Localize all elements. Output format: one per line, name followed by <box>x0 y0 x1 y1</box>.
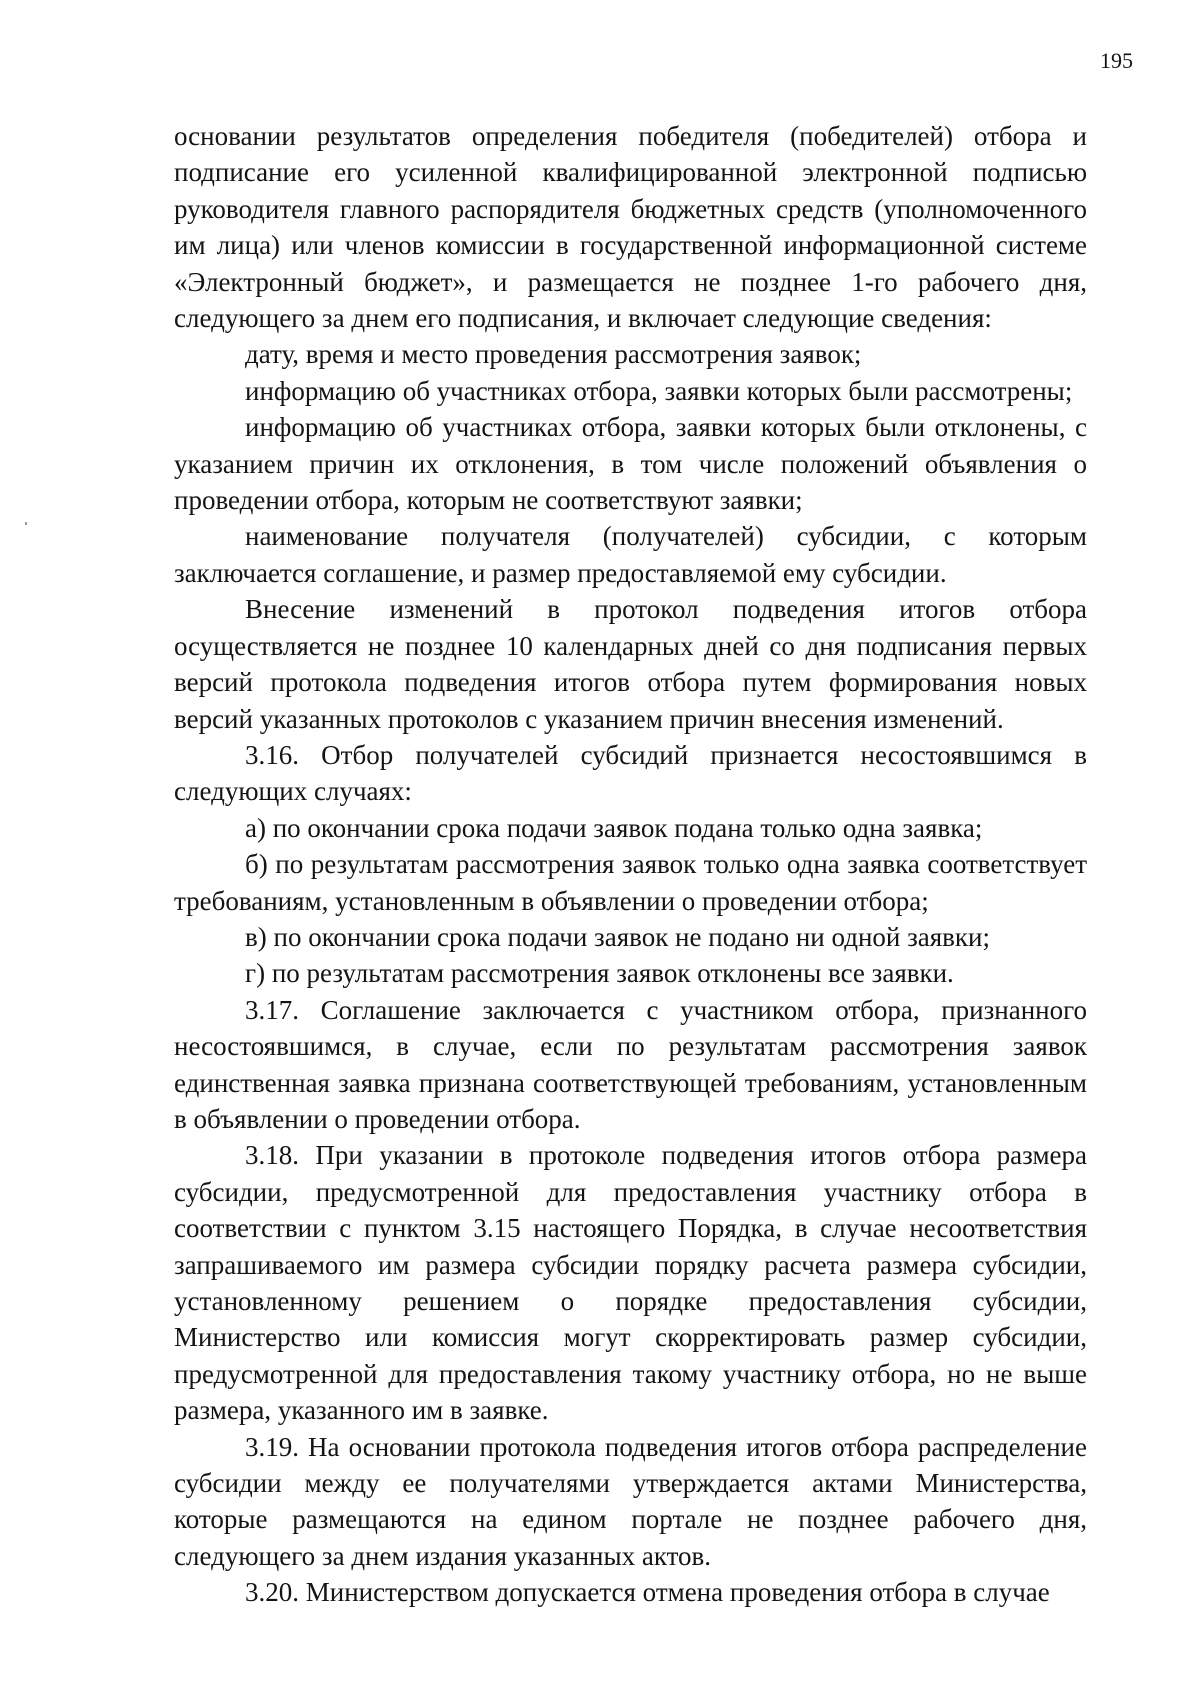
clause-3-19: 3.19. На основании протокола подведения итогов отбора распределение субсидии между ее получателями утверждается актами Министерства, которые размещаются на едином портале не позднее рабочего дня, следующего за днем издания указанных актов. <box>174 1431 1087 1571</box>
clause-3-18: 3.18. При указании в протоколе подведения итогов отбора размера субсидии, предусмотренной для предоставления участнику отбора в соответствии с пунктом 3.15 настоящего Порядка, в случае несоответствия запрашиваемого им размера субсидии порядку расчета размера субсидии, установленному решением о порядке предоставления субсидии, Министерство или комиссия могут скорректировать размер субсидии, предусмотренной для предоставления такому участнику отбора, но не выше размера, указанного им в заявке. <box>174 1140 1087 1426</box>
paragraph-continuation: основании результатов определения победителя (победителей) отбора и подписание его усиленной квалифицированной электронной подписью руководителя главного распорядителя бюджетных средств (уполномоченного им лица) или членов комиссии в государственной информационной системе «Электронный бюджет», и размещается не позднее 1-го рабочего дня, следующего за днем его подписания, и включает следующие сведения: <box>174 121 1087 334</box>
clause-3-16-a: а) по окончании срока подачи заявок подана только одна заявка; <box>245 812 983 843</box>
clause-3-16-b: б) по результатам рассмотрения заявок только одна заявка соответствует требованиям, установленным в объявлении о проведении отбора; <box>174 849 1087 916</box>
clause-3-16-g: г) по результатам рассмотрения заявок отклонены все заявки. <box>245 958 954 989</box>
page-number: 195 <box>1100 48 1133 73</box>
clause-3-20: 3.20. Министерством допускается отмена проведения отбора в случае <box>245 1577 1050 1608</box>
list-item-date-time: дату, время и место проведения рассмотрения заявок; <box>245 339 862 370</box>
list-item-rejected-participants: информацию об участниках отбора, заявки которых были отклонены, с указанием причин их отклонения, в том числе положений объявления о проведении отбора, которым не соответствуют заявки; <box>174 412 1087 516</box>
document-body <box>174 118 1087 1611</box>
list-item-recipient-name: наименование получателя (получателей) субсидии, с которым заключается соглашение, и размер предоставляемой ему субсидии. <box>174 521 1087 588</box>
clause-3-17: 3.17. Соглашение заключается с участником отбора, признанного несостоявшимся, в случае, если по результатам рассмотрения заявок единственная заявка признана соответствующей требованиям, установленным в объявлении о проведении отбора. <box>174 994 1087 1134</box>
scan-artifact <box>25 522 27 525</box>
clause-3-16-v: в) по окончании срока подачи заявок не подано ни одной заявки; <box>245 921 990 952</box>
paragraph-protocol-changes: Внесение изменений в протокол подведения итогов отбора осуществляется не позднее 10 календарных дней со дня подписания первых версий протокола подведения итогов отбора путем формирования новых версий указанных протоколов с указанием причин внесения изменений. <box>174 594 1087 734</box>
list-item-reviewed-participants: информацию об участниках отбора, заявки которых были рассмотрены; <box>245 375 1073 406</box>
clause-3-16: 3.16. Отбор получателей субсидий признается несостоявшимся в следующих случаях: <box>174 739 1087 807</box>
